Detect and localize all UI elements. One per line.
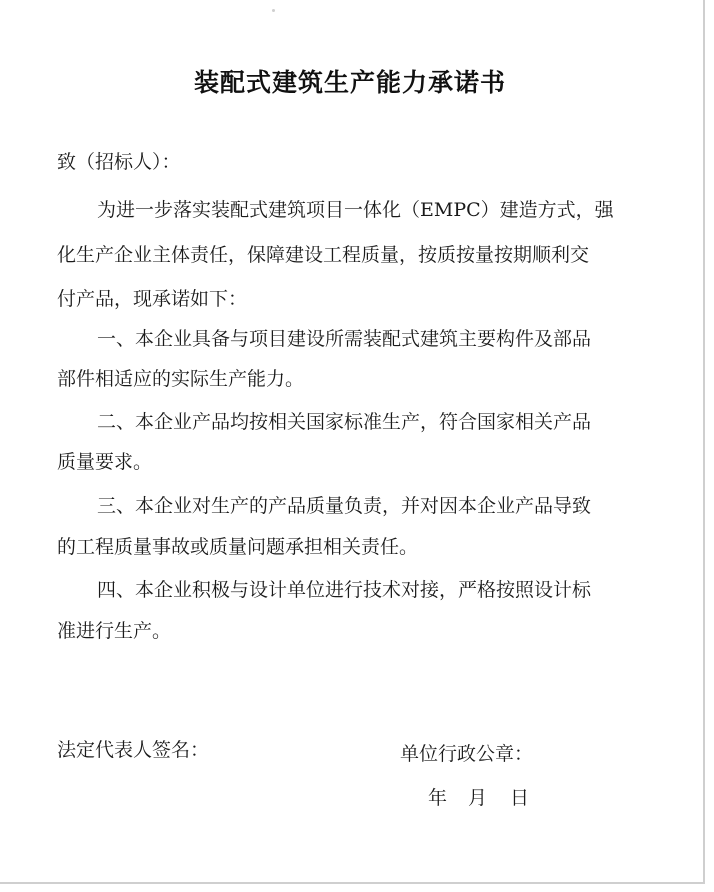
intro-line-3: 付产品，现承诺如下： — [57, 288, 248, 310]
intro-line-2: 化生产企业主体责任，保障建设工程质量，按质按量按期顺利交 — [57, 244, 590, 266]
item-4-line-2: 准进行生产。 — [57, 620, 172, 642]
date-month: 月 — [468, 787, 488, 809]
scan-dot — [272, 9, 275, 12]
date-year: 年 — [428, 787, 448, 809]
item-1-line-2: 部件相适应的实际生产能力。 — [57, 368, 305, 390]
item-3-line-2: 的工程质量事故或质量问题承担相关责任。 — [57, 536, 419, 558]
intro-line-1: 为进一步落实装配式建筑项目一体化（EMPC）建造方式，强 — [97, 199, 614, 221]
salutation: 致（招标人）： — [57, 151, 181, 173]
item-1-line-1: 一、本企业具备与项目建设所需装配式建筑主要构件及部品 — [97, 328, 592, 350]
item-2-line-2: 质量要求。 — [57, 451, 153, 473]
date-day: 日 — [510, 787, 530, 809]
item-3-line-1: 三、本企业对生产的产品质量负责，并对因本企业产品导致 — [97, 495, 592, 517]
representative-signature-label: 法定代表人签名： — [57, 739, 210, 761]
document-title: 装配式建筑生产能力承诺书 — [193, 68, 506, 97]
item-4-line-1: 四、本企业积极与设计单位进行技术对接，严格按照设计标 — [97, 579, 592, 601]
seal-label: 单位行政公章： — [400, 743, 534, 765]
item-2-line-1: 二、本企业产品均按相关国家标准生产，符合国家相关产品 — [97, 411, 592, 433]
